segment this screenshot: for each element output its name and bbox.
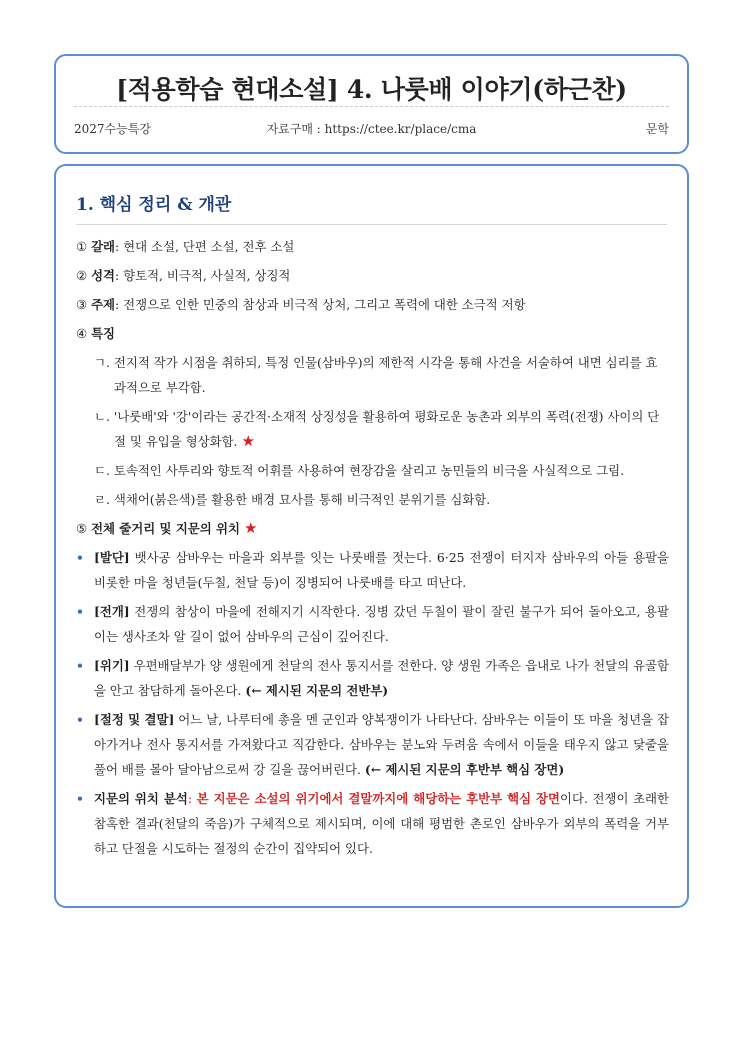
item-plot-heading: ⑤ 전체 줄거리 및 지문의 위치 ★ <box>76 519 258 537</box>
item-genre: ① 갈래: 현대 소설, 단편 소설, 전후 소설 <box>76 239 295 254</box>
section-content <box>76 234 669 865</box>
header-subject: 문학 <box>645 122 669 136</box>
feature-item: ㄴ. '나룻배'와 '강'이라는 공간적·소재적 상징성을 활용하여 평화로운 농촌과 외부의 폭력(전쟁) 사이의 단절 및 유입을 형상화함. ★ <box>94 409 660 450</box>
section-divider <box>76 224 667 225</box>
bullet-dot-icon: • <box>76 658 84 673</box>
header-divider <box>74 106 669 107</box>
bullet-dot-icon: • <box>76 791 84 806</box>
star-icon: ★ <box>241 432 255 450</box>
bullet-dot-icon: • <box>76 712 84 727</box>
item-theme: ③ 주제: 전쟁으로 인한 민중의 참상과 비극적 상처, 그리고 폭력에 대한 소극적 저항 <box>76 297 526 312</box>
feature-item: ㄱ. 전지적 작가 시점을 취하되, 특정 인물(삼바우)의 제한적 시각을 통해 사건을 서술하여 내면 심리를 효과적으로 부각함. <box>94 355 658 395</box>
item-character: ② 성격: 향토적, 비극적, 사실적, 상징적 <box>76 268 291 283</box>
section-title: 1. 핵심 정리 & 개관 <box>76 195 232 215</box>
plot-note: (← 제시된 지문의 전반부) <box>245 683 389 698</box>
header-purchase-link[interactable]: 자료구매 : https://ctee.kr/place/cma <box>266 122 477 136</box>
header-box <box>54 54 689 154</box>
analysis-highlight: 본 지문은 소설의 위기에서 결말까지에 해당하는 후반부 핵심 장면 <box>196 791 560 806</box>
plot-item: • [발단] 뱃사공 삼바우는 마을과 외부를 잇는 나룻배를 젓는다. 6·25 전쟁이 터지자 삼바우의 아들 용팔을 비롯한 마을 청년들(두칠, 천달 등)이 징병되어 나룻배를 타고 떠난다. <box>76 545 669 595</box>
star-icon: ★ <box>243 519 258 537</box>
bullet-dot-icon: • <box>76 604 84 619</box>
header-course: 2027수능특강 <box>74 122 151 136</box>
page-title: [적용학습 현대소설] 4. 나룻배 이야기(하근찬) <box>116 75 627 104</box>
analysis-item: • 지문의 위치 분석: 본 지문은 소설의 위기에서 결말까지에 해당하는 후반부 핵심 장면이다. 전쟁이 초래한 참혹한 결과(천달의 죽음)가 구체적으로 제시되며, 이에 대해 평범한 촌로인 삼바우가 외부의 폭력을 거부하고 단절을 시도하는 절정의 순간이 집약되어 있다. <box>76 786 669 861</box>
item-features: ④ 특징 <box>76 326 116 341</box>
plot-item: • [절정 및 결말] 어느 날, 나루터에 총을 멘 군인과 양복쟁이가 나타난다. 삼바우는 이들이 또 마을 청년을 잡아가거나 전사 통지서를 가져왔다고 직감한다. 삼바우는 분노와 두려움 속에서 이들을 태우지 않고 닻줄을 풀어 배를 몰아 달아남으로써 강 길을 끊어버린다. (← 제시된 지문의 후반부 핵심 장면) <box>76 707 669 782</box>
plot-item: • [위기] 우편배달부가 양 생원에게 천달의 전사 통지서를 전한다. 양 생원 가족은 읍내로 나가 천달의 유골함을 안고 참담하게 돌아온다. (← 제시된 지문의 전반부) <box>76 653 669 703</box>
main-box <box>54 164 689 908</box>
plot-item: • [전개] 전쟁의 참상이 마을에 전해지기 시작한다. 징병 갔던 두칠이 팔이 잘린 불구가 되어 돌아오고, 용팔이는 생사조차 알 길이 없어 삼바우의 근심이 깊어진다. <box>76 599 669 649</box>
plot-note: (← 제시된 지문의 후반부 핵심 장면) <box>364 762 565 777</box>
feature-item: ㄷ. 토속적인 사투리와 향토적 어휘를 사용하여 현장감을 살리고 농민들의 비극을 사실적으로 그림. <box>94 463 625 478</box>
feature-item: ㄹ. 색채어(붉은색)를 활용한 배경 묘사를 통해 비극적인 분위기를 심화함. <box>94 492 491 507</box>
bullet-dot-icon: • <box>76 550 84 565</box>
